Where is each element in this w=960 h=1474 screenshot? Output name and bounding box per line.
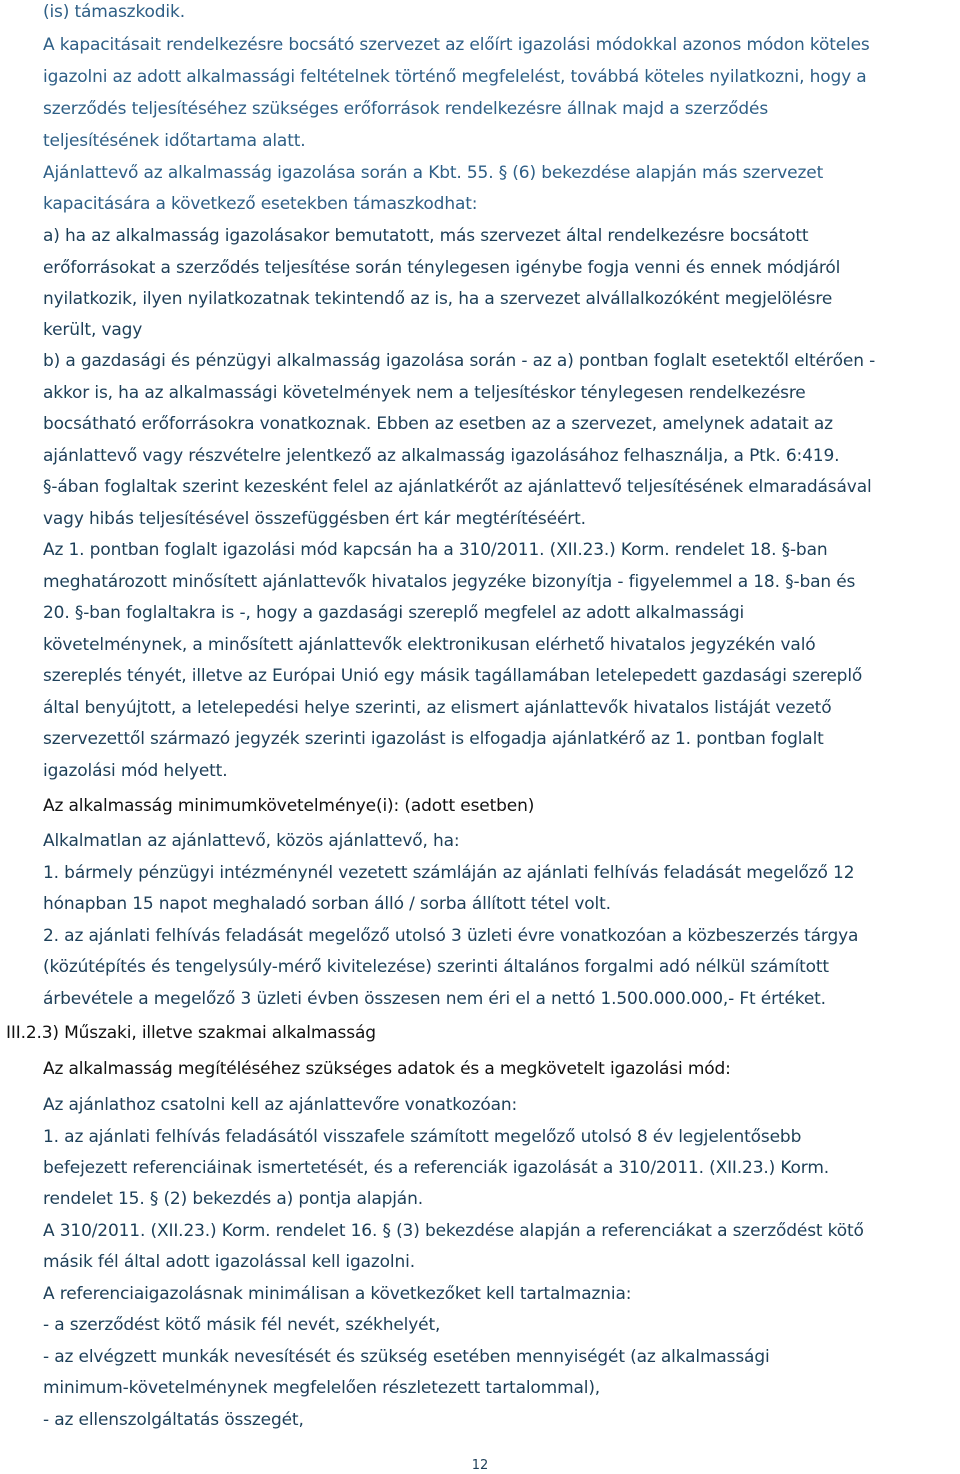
text-line: árbevétele a megelőző 3 üzleti évben összesen nem éri el a nettó 1.500.000.000,- Ft értéket. [43, 989, 826, 1009]
text-line: (is) támaszkodik. [43, 2, 185, 22]
text-line: rendelet 15. § (2) bekezdés a) pontja alapján. [43, 1189, 423, 1209]
text-line: szerződés teljesítéséhez szükséges erőforrások rendelkezésre állnak majd a szerződés [43, 99, 769, 119]
page-number: 12 [471, 1458, 489, 1473]
minimum-heading: Az alkalmasság minimumkövetelménye(i): (adott esetben) [43, 796, 535, 816]
text-line: 2. az ajánlati felhívás feladását megelőző utolsó 3 üzleti évre vonatkozóan a közbeszerzés tárgya [43, 926, 859, 946]
data-heading: Az alkalmasság megítéléséhez szükséges adatok és a megkövetelt igazolási mód: [43, 1059, 731, 1079]
text-line: b) a gazdasági és pénzügyi alkalmasság igazolása során - az a) pontban foglalt esetektől eltérően - [43, 351, 876, 371]
text-line: követelménynek, a minősített ajánlattevők elektronikusan elérhető hivatalos jegyzékén való [43, 635, 816, 655]
text-line: bocsátható erőforrásokra vonatkoznak. Ebben az esetben az a szervezet, amelynek adatait az [43, 414, 833, 434]
text-line: által benyújtott, a letelepedési helye szerinti, az elismert ajánlattevők hivatalos listáját vezető [43, 698, 832, 718]
text-line: ajánlattevő vagy részvételre jelentkező az alkalmasság igazolásához felhasználja, a Ptk. 6:419. [43, 446, 840, 466]
text-line: vagy hibás teljesítésével összefüggésben ért kár megtérítéséért. [43, 509, 586, 529]
text-line: szervezettől származó jegyzék szerinti igazolást is elfogadja ajánlatkérő az 1. pontban foglalt [43, 729, 824, 749]
text-line: meghatározott minősített ajánlattevők hivatalos jegyzéke bizonyítja - figyelemmel a 18. §-ban és [43, 572, 856, 592]
text-line: igazolni az adott alkalmassági feltételnek történő megfelelést, továbbá köteles nyilatkozni, hogy a [43, 67, 867, 87]
text-line: erőforrásokat a szerződés teljesítése során ténylegesen igénybe fogja venni és ennek módjáról [43, 258, 841, 278]
text-line: (közútépítés és tengelysúly-mérő kivitelezése) szerinti általános forgalmi adó nélkül számított [43, 957, 829, 977]
text-line: igazolási mód helyett. [43, 761, 228, 781]
text-line: Alkalmatlan az ajánlattevő, közös ajánlattevő, ha: [43, 831, 460, 851]
text-line: hónapban 15 napot meghaladó sorban álló / sorba állított tétel volt. [43, 894, 611, 914]
text-line: Az 1. pontban foglalt igazolási mód kapcsán ha a 310/2011. (XII.23.) Korm. rendelet 18. §-ban [43, 540, 828, 560]
text-line: a) ha az alkalmasság igazolásakor bemutatott, más szervezet által rendelkezésre bocsátott [43, 226, 809, 246]
text-line: 1. bármely pénzügyi intézménynél vezetett számláján az ajánlati felhívás feladását megelőző 12 [43, 863, 855, 883]
text-line: 20. §-ban foglaltakra is -, hogy a gazdasági szereplő megfelel az adott alkalmassági [43, 603, 745, 623]
text-line: Az ajánlathoz csatolni kell az ajánlattevőre vonatkozóan: [43, 1095, 518, 1115]
text-line: 1. az ajánlati felhívás feladásától visszafele számított megelőző utolsó 8 év legjelentősebb [43, 1127, 802, 1147]
text-line: szereplés tényét, illetve az Európai Unió egy másik tagállamában letelepedett gazdasági szereplő [43, 666, 863, 686]
text-line: - az ellenszolgáltatás összegét, [43, 1410, 304, 1430]
text-line: - az elvégzett munkák nevesítését és szükség esetében mennyiségét (az alkalmassági [43, 1347, 770, 1367]
text-line: A referenciaigazolásnak minimálisan a következőket kell tartalmaznia: [43, 1284, 632, 1304]
text-line: másik fél által adott igazolással kell igazolni. [43, 1252, 415, 1272]
text-line: minimum-követelménynek megfelelően részletezett tartalommal), [43, 1378, 601, 1398]
text-line: A kapacitásait rendelkezésre bocsátó szervezet az előírt igazolási módokkal azonos módon köteles [43, 35, 870, 55]
text-line: A 310/2011. (XII.23.) Korm. rendelet 16. § (3) bekezdése alapján a referenciákat a szerződést kötő [43, 1221, 864, 1241]
section-heading: III.2.3) Műszaki, illetve szakmai alkalmasság [6, 1023, 376, 1043]
text-line: került, vagy [43, 320, 143, 340]
text-line: - a szerződést kötő másik fél nevét, székhelyét, [43, 1315, 441, 1335]
text-line: teljesítésének időtartama alatt. [43, 131, 306, 151]
text-line: Ajánlattevő az alkalmasság igazolása során a Kbt. 55. § (6) bekezdése alapján más szervezet [43, 163, 824, 183]
text-line: akkor is, ha az alkalmassági követelmények nem a teljesítéskor ténylegesen rendelkezésre [43, 383, 806, 403]
text-line: §-ában foglaltak szerint kezesként felel az ajánlatkérőt az ajánlattevő teljesítésének elmaradásával [43, 477, 872, 497]
text-line: befejezett referenciáinak ismertetését, és a referenciák igazolását a 310/2011. (XII.23.) Korm. [43, 1158, 829, 1178]
text-line: kapacitására a következő esetekben támaszkodhat: [43, 194, 478, 214]
text-line: nyilatkozik, ilyen nyilatkozatnak tekintendő az is, ha a szervezet alvállalkozóként megjelölésre [43, 289, 833, 309]
